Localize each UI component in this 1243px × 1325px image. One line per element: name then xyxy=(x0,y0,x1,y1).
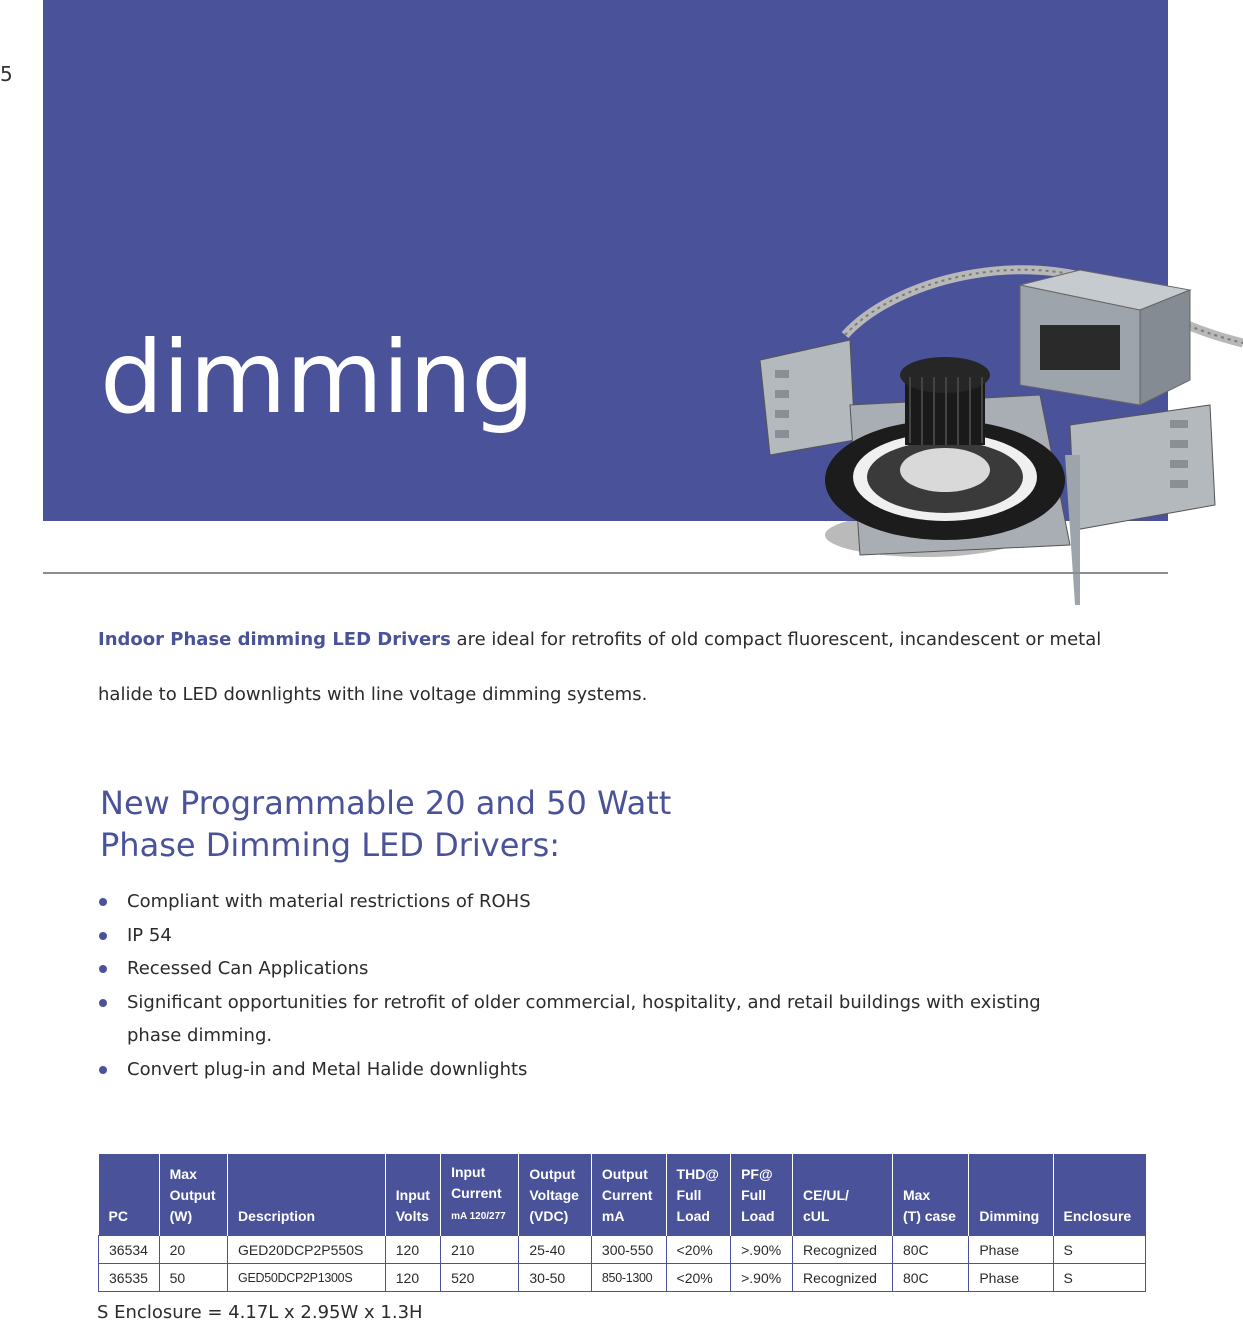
cell-thd: <20% xyxy=(666,1264,731,1292)
cell-description: GED50DCP2P1300S xyxy=(228,1264,386,1292)
list-item-text: IP 54 xyxy=(127,924,172,946)
cell-output-current: 850-1300 xyxy=(591,1264,666,1292)
list-item-text: Significant opportunities for retrofit of older commercial, hospitality, and retail buildings with existing phase dimming. xyxy=(127,991,1041,1046)
header-enclosure: Enclosure xyxy=(1053,1154,1146,1236)
cell-pf: >.90% xyxy=(731,1236,793,1264)
bullet-icon xyxy=(99,1066,107,1074)
list-item xyxy=(98,952,1058,986)
cell-output-voltage: 30-50 xyxy=(519,1264,592,1292)
intro-line-1: are ideal for retrofits of old compact fluorescent, incandescent or metal xyxy=(450,629,1102,650)
cell-dimming: Phase xyxy=(969,1264,1053,1292)
cell-pf: >.90% xyxy=(731,1264,793,1292)
product-image xyxy=(740,255,1243,610)
header-max-t-case: Max (T) case xyxy=(892,1154,968,1236)
heading-line-1: New Programmable 20 and 50 Watt xyxy=(100,784,672,822)
list-item-text: Convert plug-in and Metal Halide downlights xyxy=(127,1058,528,1080)
intro-line-2: halide to LED downlights with line voltage dimming systems. xyxy=(98,684,648,705)
cell-description: GED20DCP2P550S xyxy=(228,1236,386,1264)
bullet-icon xyxy=(99,999,107,1007)
header-thd: THD@ Full Load xyxy=(666,1154,731,1236)
feature-list xyxy=(98,885,1058,1086)
bullet-icon xyxy=(99,965,107,973)
cell-max-output: 50 xyxy=(159,1264,227,1292)
header-certifications: CE/UL/ cUL xyxy=(793,1154,893,1236)
header-pf: PF@ Full Load xyxy=(731,1154,793,1236)
cell-certifications: Recognized xyxy=(793,1236,893,1264)
list-item xyxy=(98,986,1058,1053)
enclosure-footnote: S Enclosure = 4.17L x 2.95W x 1.3H xyxy=(97,1302,423,1323)
cell-input-current: 520 xyxy=(441,1264,519,1292)
cell-enclosure: S xyxy=(1053,1264,1146,1292)
bullet-icon xyxy=(99,898,107,906)
cell-max-t-case: 80C xyxy=(892,1264,968,1292)
cell-output-current: 300-550 xyxy=(591,1236,666,1264)
list-item xyxy=(98,919,1058,953)
cell-pc: 36535 xyxy=(99,1264,160,1292)
table-row xyxy=(99,1236,1146,1264)
table-row xyxy=(99,1264,1146,1292)
page-number: 5 xyxy=(0,62,13,86)
cell-input-current: 210 xyxy=(441,1236,519,1264)
header-output-current: Output Current mA xyxy=(591,1154,666,1236)
cell-certifications: Recognized xyxy=(793,1264,893,1292)
intro-paragraph xyxy=(98,612,1158,722)
cell-enclosure: S xyxy=(1053,1236,1146,1264)
cell-input-volts: 120 xyxy=(385,1264,440,1292)
header-dimming: Dimming xyxy=(969,1154,1053,1236)
cell-input-volts: 120 xyxy=(385,1236,440,1264)
cell-output-voltage: 25-40 xyxy=(519,1236,592,1264)
header-input-current: Input Current mA 120/277 xyxy=(441,1154,519,1236)
list-item-text: Compliant with material restrictions of ROHS xyxy=(127,891,531,912)
cell-pc: 36534 xyxy=(99,1236,160,1264)
section-heading xyxy=(100,782,671,866)
cell-thd: <20% xyxy=(666,1236,731,1264)
table-header-row xyxy=(99,1154,1146,1236)
header-max-output: Max Output (W) xyxy=(159,1154,227,1236)
list-item xyxy=(98,885,1058,919)
list-item xyxy=(98,1053,1058,1087)
header-output-voltage: Output Voltage (VDC) xyxy=(519,1154,592,1236)
heading-line-2: Phase Dimming LED Drivers: xyxy=(100,826,561,864)
section-divider xyxy=(43,572,1168,574)
list-item-text: Recessed Can Applications xyxy=(127,958,369,979)
cell-max-output: 20 xyxy=(159,1236,227,1264)
bullet-icon xyxy=(99,932,107,940)
header-pc: PC xyxy=(99,1154,160,1236)
header-input-volts: Input Volts xyxy=(385,1154,440,1236)
header-description: Description xyxy=(228,1154,386,1236)
hero-title: dimming xyxy=(100,319,534,436)
cell-max-t-case: 80C xyxy=(892,1236,968,1264)
specifications-table xyxy=(98,1154,1146,1292)
intro-lead: Indoor Phase dimming LED Drivers xyxy=(98,629,451,650)
cell-dimming: Phase xyxy=(969,1236,1053,1264)
